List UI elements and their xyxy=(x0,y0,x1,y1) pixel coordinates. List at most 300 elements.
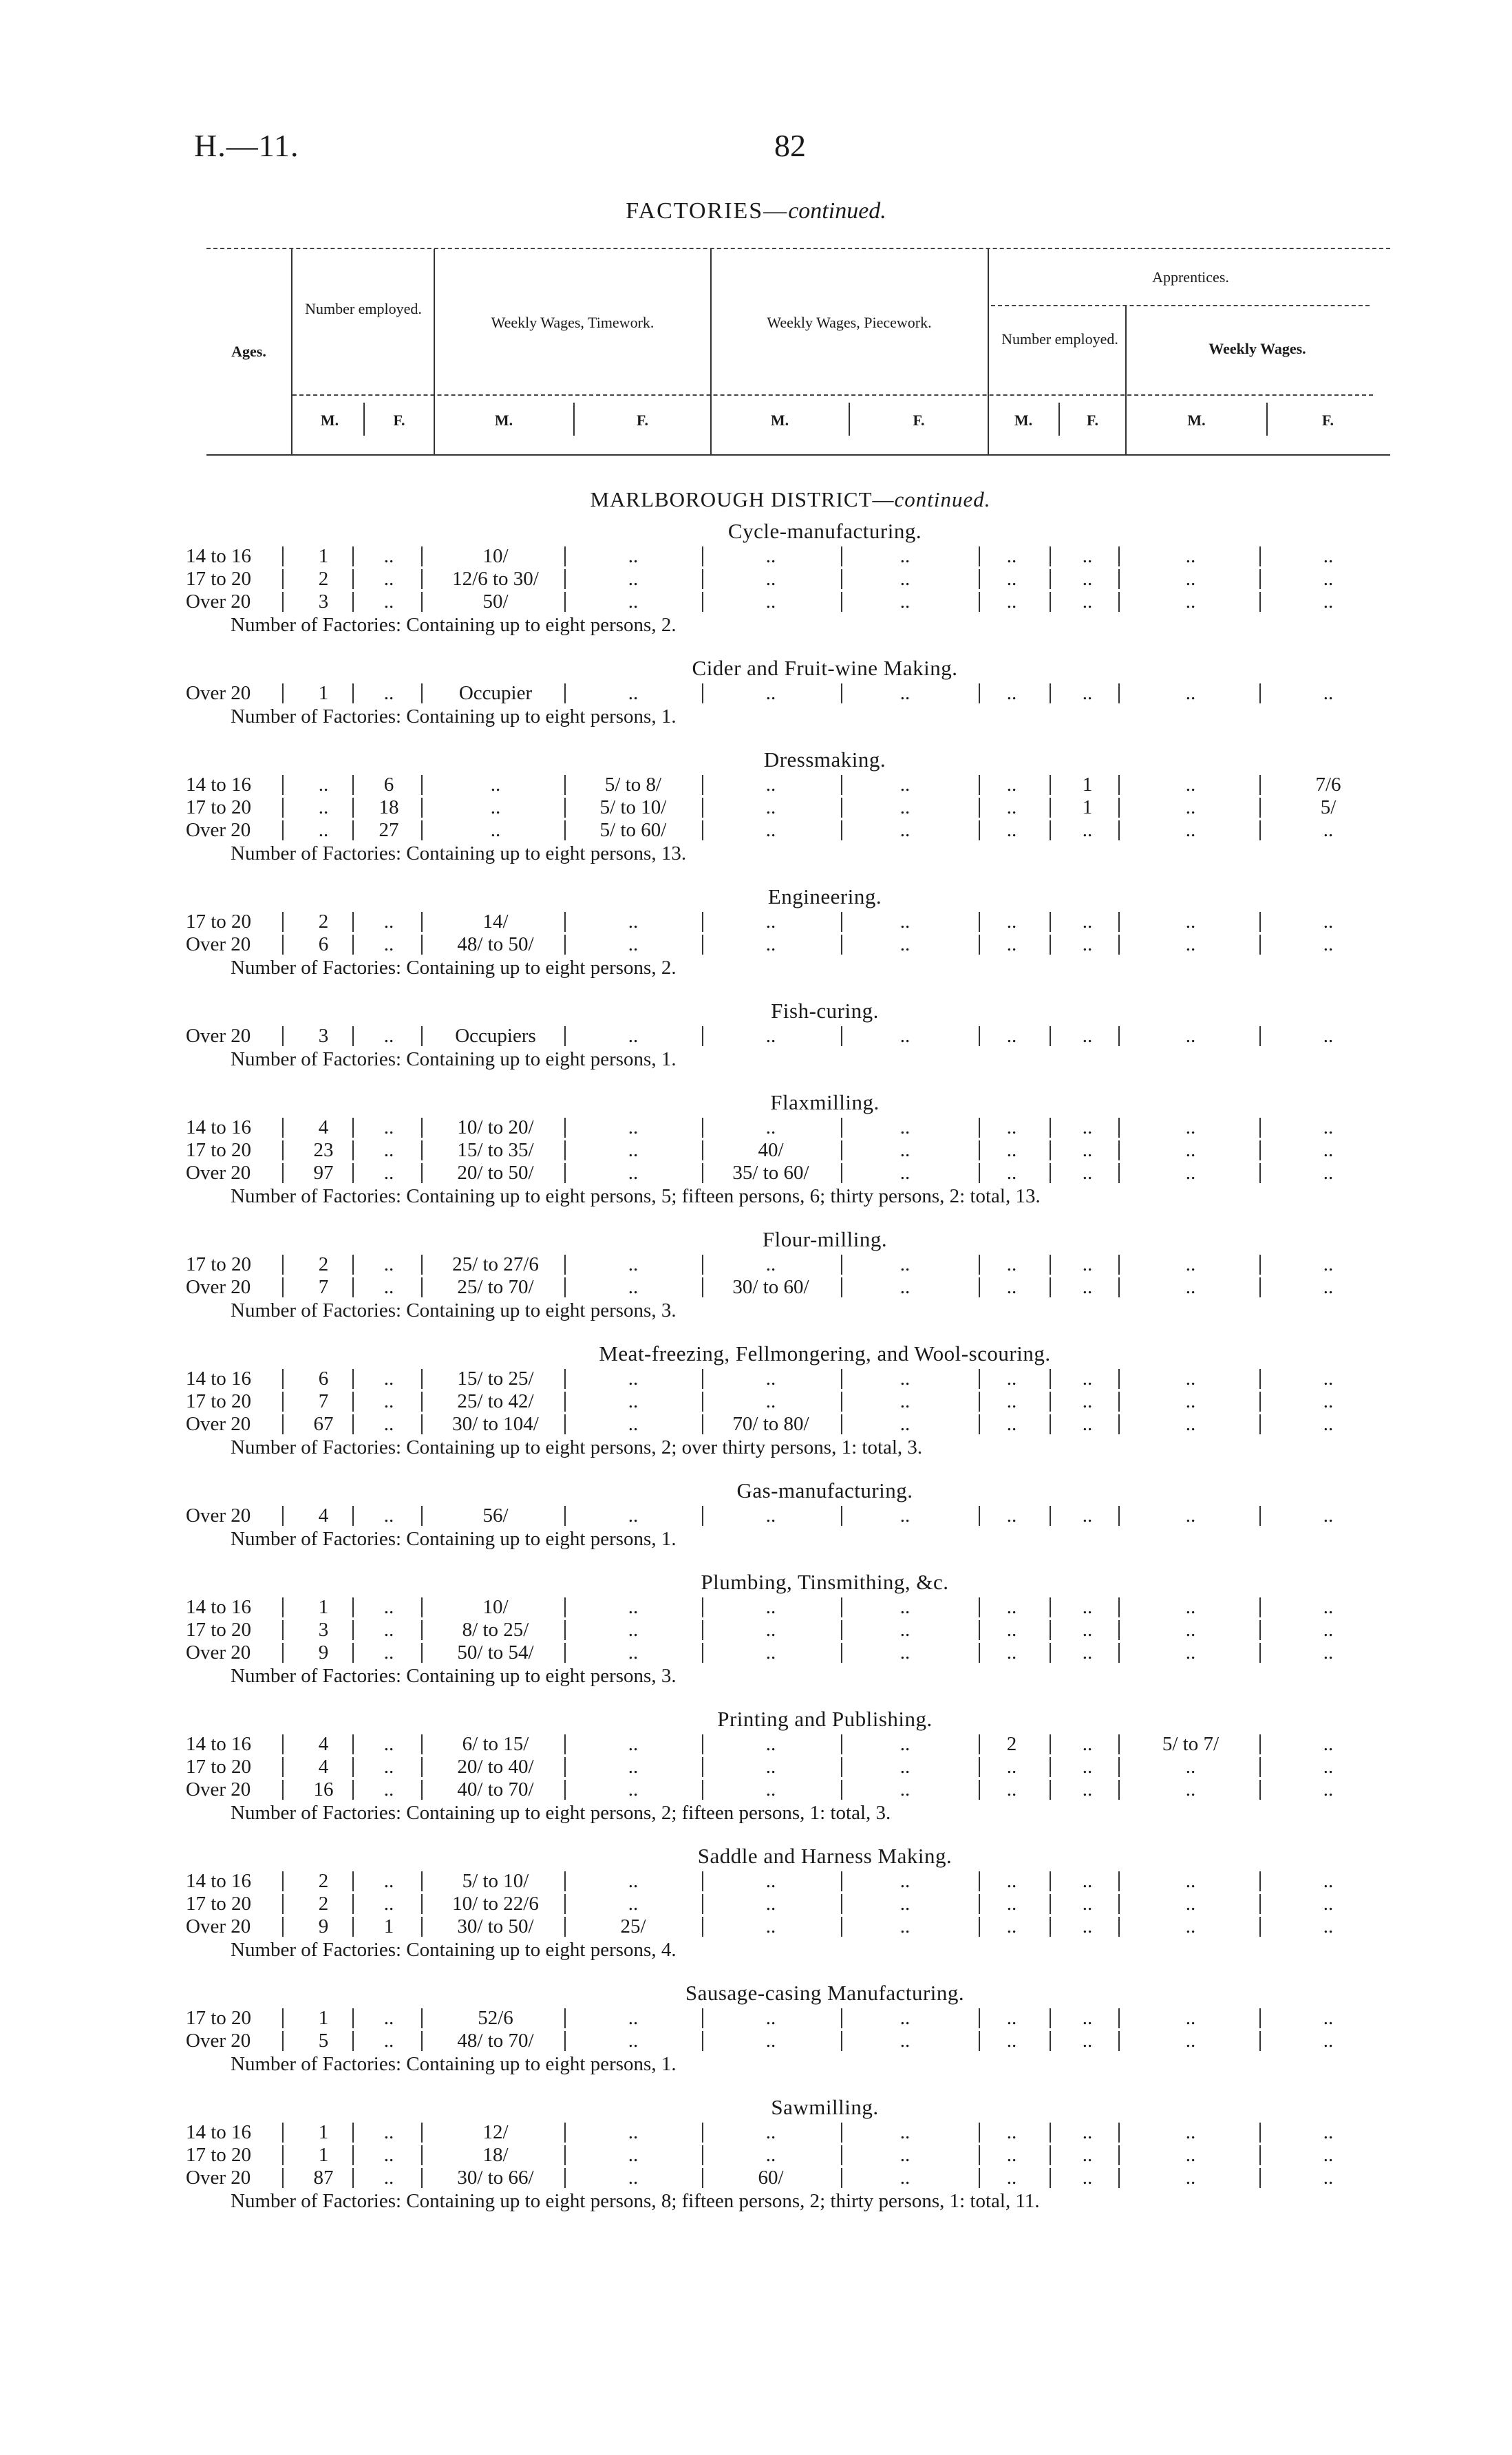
table-row xyxy=(0,933,1512,956)
apprentice-wage-f-cell: .. xyxy=(1323,545,1334,567)
employed-m-cell: 4 xyxy=(318,1116,329,1138)
column-rule xyxy=(421,912,423,932)
piecework-f-cell: .. xyxy=(899,774,911,796)
column-rule xyxy=(282,1140,284,1160)
piecework-f-cell: .. xyxy=(899,819,911,841)
apprentice-f-cell: .. xyxy=(1082,682,1093,704)
timework-f-cell: .. xyxy=(628,1505,639,1527)
timework-m-cell: 48/ to 70/ xyxy=(457,2030,534,2052)
piecework-f-cell: .. xyxy=(899,2167,911,2189)
apprentice-wage-m-cell: .. xyxy=(1185,2121,1196,2143)
column-rule xyxy=(1050,1917,1051,1937)
column-rule xyxy=(352,1118,354,1138)
column-rule xyxy=(979,820,980,840)
column-rule xyxy=(979,2123,980,2143)
apprentice-wage-f-cell: .. xyxy=(1323,1733,1334,1755)
age-cell: Over 20 xyxy=(186,933,251,955)
column-rule xyxy=(352,1597,354,1617)
piecework-m-cell: .. xyxy=(765,1870,776,1892)
column-rule xyxy=(1259,1163,1261,1183)
column-rule xyxy=(352,1163,354,1183)
column-rule xyxy=(1259,1757,1261,1777)
factories-note: Number of Factories: Containing up to eight persons, 5; fifteen persons, 6; thirty persons, 2: total, 13. xyxy=(231,1185,1041,1207)
column-rule xyxy=(979,569,980,589)
column-rule xyxy=(282,1780,284,1800)
factories-note: Number of Factories: Containing up to eight persons, 13. xyxy=(231,842,687,864)
table-row xyxy=(0,1505,1512,1527)
piecework-m-cell: .. xyxy=(765,1893,776,1915)
timework-m-cell: 20/ to 40/ xyxy=(457,1756,534,1778)
timework-f-cell: .. xyxy=(628,1596,639,1618)
apprentice-wage-m-cell: .. xyxy=(1185,933,1196,955)
industry-section xyxy=(0,518,1512,655)
employed-f-cell: .. xyxy=(383,1505,394,1527)
col-apprentice-number: Number employed. xyxy=(1001,330,1118,348)
column-rule xyxy=(1050,2168,1051,2188)
employed-f-cell: 1 xyxy=(383,1915,394,1937)
piecework-m-cell: .. xyxy=(765,1915,776,1937)
employed-m-cell: 2 xyxy=(318,1893,329,1915)
apprentice-wage-m-cell: .. xyxy=(1185,774,1196,796)
column-rule xyxy=(352,1894,354,1914)
timework-f-cell: 5/ to 8/ xyxy=(604,774,662,796)
age-cell: Over 20 xyxy=(186,1276,251,1298)
table-body xyxy=(0,482,1512,2231)
column-rule xyxy=(1050,1894,1051,1914)
column-rule xyxy=(1259,546,1261,566)
timework-m-cell: 15/ to 35/ xyxy=(457,1139,534,1161)
piecework-f-cell: .. xyxy=(899,1756,911,1778)
employed-f-cell: .. xyxy=(383,1162,394,1184)
table-row xyxy=(0,774,1512,796)
column-rule xyxy=(979,2008,980,2028)
employed-f-cell: .. xyxy=(383,1756,394,1778)
apprentice-f-cell: .. xyxy=(1082,1619,1093,1641)
employed-m-cell: 3 xyxy=(318,1619,329,1641)
column-rule xyxy=(282,1871,284,1891)
employed-m-cell: 4 xyxy=(318,1505,329,1527)
column-rule xyxy=(1050,592,1051,612)
apprentice-wage-f-cell: .. xyxy=(1323,1162,1334,1184)
industry-title: Cycle-manufacturing. xyxy=(727,519,922,543)
timework-m-cell: 52/6 xyxy=(478,2007,513,2029)
age-cell: 17 to 20 xyxy=(186,1390,252,1412)
apprentice-f-cell: .. xyxy=(1082,1915,1093,1937)
apprentice-f-cell: .. xyxy=(1082,1139,1093,1161)
col-weekly-timework: Weekly Wages, Timework. xyxy=(491,314,654,331)
column-rule xyxy=(1259,2031,1261,2051)
column-rule xyxy=(1050,1277,1051,1297)
apprentice-wage-m-cell: .. xyxy=(1185,1596,1196,1618)
piecework-m-cell: .. xyxy=(765,2030,776,2052)
industry-section xyxy=(0,1340,1512,1477)
table-row xyxy=(0,1162,1512,1184)
column-rule xyxy=(421,592,423,612)
piecework-f-cell: .. xyxy=(899,1641,911,1664)
employed-f-cell: .. xyxy=(383,1870,394,1892)
employed-m-cell: .. xyxy=(318,796,329,818)
apprentice-m-cell: .. xyxy=(1006,2167,1017,2189)
age-cell: Over 20 xyxy=(186,1413,251,1435)
col-m: M. xyxy=(770,412,789,429)
apprentice-f-cell: .. xyxy=(1082,1162,1093,1184)
age-cell: Over 20 xyxy=(186,2167,251,2189)
page-number: 82 xyxy=(774,128,806,163)
piecework-m-cell: .. xyxy=(765,2007,776,2029)
table-row xyxy=(0,1778,1512,1801)
table-row xyxy=(0,591,1512,613)
apprentice-wage-f-cell: .. xyxy=(1323,911,1334,933)
apprentice-wage-m-cell: .. xyxy=(1185,591,1196,613)
column-rule xyxy=(1259,798,1261,818)
table-row xyxy=(0,682,1512,705)
piecework-m-cell: .. xyxy=(765,1368,776,1390)
apprentice-f-cell: .. xyxy=(1082,1778,1093,1800)
employed-m-cell: 4 xyxy=(318,1733,329,1755)
column-rule xyxy=(979,1026,980,1046)
column-rule xyxy=(421,1026,423,1046)
apprentice-wage-f-cell: .. xyxy=(1323,1413,1334,1435)
table-row xyxy=(0,1139,1512,1162)
timework-f-cell: .. xyxy=(628,2030,639,2052)
timework-f-cell: .. xyxy=(628,933,639,955)
timework-f-cell: .. xyxy=(628,1778,639,1800)
column-rule xyxy=(1050,1369,1051,1389)
column-rule xyxy=(1050,798,1051,818)
apprentice-f-cell: .. xyxy=(1082,1368,1093,1390)
employed-m-cell: 1 xyxy=(318,2144,329,2166)
apprentice-f-cell: .. xyxy=(1082,819,1093,841)
apprentice-m-cell: .. xyxy=(1006,2144,1017,2166)
employed-m-cell: 9 xyxy=(318,1641,329,1664)
timework-f-cell: .. xyxy=(628,568,639,590)
column-rule xyxy=(1259,1414,1261,1434)
column-rule xyxy=(421,2031,423,2051)
title-continued: continued. xyxy=(788,198,886,224)
column-rule xyxy=(282,1392,284,1412)
piecework-m-cell: .. xyxy=(765,1619,776,1641)
industry-section xyxy=(0,1569,1512,1705)
apprentice-f-cell: .. xyxy=(1082,1116,1093,1138)
timework-f-cell: .. xyxy=(628,1162,639,1184)
timework-m-cell: 25/ to 70/ xyxy=(457,1276,534,1298)
piecework-f-cell: .. xyxy=(899,1253,911,1275)
apprentice-f-cell: .. xyxy=(1082,933,1093,955)
column-rule xyxy=(979,1118,980,1138)
age-cell: 17 to 20 xyxy=(186,1253,252,1275)
section-spacer xyxy=(0,2213,1512,2231)
table-row xyxy=(0,1253,1512,1276)
apprentice-m-cell: .. xyxy=(1006,1619,1017,1641)
apprentice-m-cell: .. xyxy=(1006,933,1017,955)
timework-f-cell: .. xyxy=(628,2121,639,2143)
column-rule xyxy=(979,1894,980,1914)
employed-f-cell: 27 xyxy=(379,819,399,841)
column-rule xyxy=(282,912,284,932)
column-rule xyxy=(421,1118,423,1138)
apprentice-f-cell: .. xyxy=(1082,1733,1093,1755)
industry-title: Meat-freezing, Fellmongering, and Wool-scouring. xyxy=(599,1341,1051,1365)
timework-f-cell: .. xyxy=(628,1139,639,1161)
apprentice-m-cell: 2 xyxy=(1006,1733,1017,1755)
employed-f-cell: .. xyxy=(383,1641,394,1664)
apprentice-wage-f-cell: .. xyxy=(1323,568,1334,590)
column-rule xyxy=(421,1734,423,1754)
timework-m-cell: 25/ to 27/6 xyxy=(452,1253,539,1275)
timework-m-cell: .. xyxy=(490,774,501,796)
column-rule xyxy=(1259,592,1261,612)
apprentice-f-cell: .. xyxy=(1082,1893,1093,1915)
factories-note: Number of Factories: Containing up to eight persons, 4. xyxy=(231,1939,677,1961)
piecework-m-cell: .. xyxy=(765,682,776,704)
column-rule xyxy=(1259,2168,1261,2188)
section-spacer xyxy=(0,1071,1512,1089)
column-rule xyxy=(282,1620,284,1640)
timework-f-cell: .. xyxy=(628,2144,639,2166)
column-rule xyxy=(1259,1392,1261,1412)
apprentice-f-cell: .. xyxy=(1082,2030,1093,2052)
apprentice-wage-m-cell: .. xyxy=(1185,911,1196,933)
column-rule xyxy=(352,912,354,932)
column-rule xyxy=(1050,1163,1051,1183)
apprentice-wage-m-cell: .. xyxy=(1185,1641,1196,1664)
column-rule xyxy=(1259,1643,1261,1663)
table-row xyxy=(0,1596,1512,1619)
employed-m-cell: 97 xyxy=(313,1162,334,1184)
column-rule xyxy=(282,569,284,589)
column-rule xyxy=(1050,935,1051,955)
apprentice-wage-m-cell: .. xyxy=(1185,1276,1196,1298)
apprentice-m-cell: .. xyxy=(1006,911,1017,933)
industry-title: Engineering. xyxy=(767,884,882,908)
column-rule xyxy=(352,2031,354,2051)
apprentice-m-cell: .. xyxy=(1006,1596,1017,1618)
page-title xyxy=(0,198,1512,224)
apprentice-wage-f-cell: .. xyxy=(1323,1390,1334,1412)
column-rule xyxy=(421,1392,423,1412)
section-spacer xyxy=(0,637,1512,655)
employed-f-cell: .. xyxy=(383,911,394,933)
timework-f-cell: .. xyxy=(628,1253,639,1275)
section-spacer xyxy=(0,728,1512,746)
piecework-f-cell: .. xyxy=(899,1915,911,1937)
column-rule xyxy=(282,775,284,795)
timework-f-cell: .. xyxy=(628,1276,639,1298)
column-rule xyxy=(1259,569,1261,589)
column-rule xyxy=(1259,1118,1261,1138)
industry-title: Printing and Publishing. xyxy=(717,1707,933,1731)
section-spacer xyxy=(0,1551,1512,1569)
table-row xyxy=(0,1025,1512,1048)
apprentice-wage-f-cell: .. xyxy=(1323,1641,1334,1664)
piecework-m-cell: .. xyxy=(765,1116,776,1138)
timework-m-cell: 10/ to 20/ xyxy=(457,1116,534,1138)
piecework-f-cell: .. xyxy=(899,1619,911,1641)
column-rule xyxy=(282,1506,284,1526)
employed-f-cell: .. xyxy=(383,682,394,704)
factories-note: Number of Factories: Containing up to eight persons, 1. xyxy=(231,2053,677,2075)
industry-section xyxy=(0,1842,1512,1979)
apprentice-wage-m-cell: .. xyxy=(1185,1025,1196,1047)
column-rule xyxy=(352,1277,354,1297)
timework-m-cell: 40/ to 70/ xyxy=(457,1778,534,1800)
apprentice-f-cell: .. xyxy=(1082,591,1093,613)
section-spacer xyxy=(0,1459,1512,1477)
column-rule xyxy=(979,1757,980,1777)
apprentice-m-cell: .. xyxy=(1006,1116,1017,1138)
column-rule xyxy=(1050,2145,1051,2165)
piecework-f-cell: .. xyxy=(899,568,911,590)
industry-title: Gas-manufacturing. xyxy=(736,1478,913,1502)
table-row xyxy=(0,568,1512,591)
column-rule xyxy=(282,2145,284,2165)
table-row xyxy=(0,1915,1512,1938)
column-rule xyxy=(352,2123,354,2143)
column-rule xyxy=(421,683,423,703)
apprentice-f-cell: .. xyxy=(1082,545,1093,567)
piecework-m-cell: 70/ to 80/ xyxy=(732,1413,809,1435)
column-rule xyxy=(282,1118,284,1138)
column-rule xyxy=(1050,1757,1051,1777)
column-rule xyxy=(352,592,354,612)
timework-m-cell: 14/ xyxy=(482,911,509,933)
apprentice-wage-f-cell: .. xyxy=(1323,1276,1334,1298)
column-rule xyxy=(282,546,284,566)
apprentice-wage-f-cell: .. xyxy=(1323,682,1334,704)
apprentice-m-cell: .. xyxy=(1006,1390,1017,1412)
piecework-f-cell: .. xyxy=(899,1733,911,1755)
column-rule xyxy=(282,1414,284,1434)
apprentice-m-cell: .. xyxy=(1006,2007,1017,2029)
column-rule xyxy=(1050,1392,1051,1412)
column-rule xyxy=(421,1757,423,1777)
apprentice-wage-f-cell: 7/6 xyxy=(1315,774,1341,796)
piecework-f-cell: .. xyxy=(899,1893,911,1915)
employed-m-cell: 3 xyxy=(318,591,329,613)
header-rule-apprentices xyxy=(991,305,1370,306)
column-rule xyxy=(1050,546,1051,566)
timework-m-cell: 48/ to 50/ xyxy=(457,933,534,955)
col-number-employed: Number employed. xyxy=(305,300,422,317)
timework-m-cell: Occupiers xyxy=(455,1025,536,1047)
col-f: F. xyxy=(913,412,925,429)
column-rule xyxy=(352,683,354,703)
employed-m-cell: 9 xyxy=(318,1915,329,1937)
age-cell: Over 20 xyxy=(186,1162,251,1184)
apprentice-f-cell: .. xyxy=(1082,1025,1093,1047)
piecework-m-cell: .. xyxy=(765,591,776,613)
timework-m-cell: 12/ xyxy=(482,2121,509,2143)
column-rule xyxy=(1050,1597,1051,1617)
column-rule xyxy=(979,912,980,932)
piecework-m-cell: .. xyxy=(765,1641,776,1664)
section-spacer xyxy=(0,2076,1512,2094)
piecework-f-cell: .. xyxy=(899,1368,911,1390)
column-rule xyxy=(282,2031,284,2051)
employed-m-cell: .. xyxy=(318,774,329,796)
column-rule xyxy=(1259,2008,1261,2028)
piecework-f-cell: .. xyxy=(899,796,911,818)
column-rule xyxy=(421,1643,423,1663)
timework-f-cell: .. xyxy=(628,1368,639,1390)
age-cell: 17 to 20 xyxy=(186,796,252,818)
apprentice-f-cell: .. xyxy=(1082,2144,1093,2166)
column-rule xyxy=(1050,1780,1051,1800)
column-rule xyxy=(282,1163,284,1183)
column-rule xyxy=(282,2123,284,2143)
apprentice-wage-f-cell: .. xyxy=(1323,1368,1334,1390)
age-cell: 14 to 16 xyxy=(186,1596,252,1618)
apprentice-m-cell: .. xyxy=(1006,591,1017,613)
section-spacer xyxy=(0,1208,1512,1226)
column-rule xyxy=(979,1255,980,1275)
age-cell: Over 20 xyxy=(186,1915,251,1937)
column-rule xyxy=(979,1369,980,1389)
piecework-m-cell: .. xyxy=(765,1253,776,1275)
column-rule xyxy=(1259,1917,1261,1937)
piecework-f-cell: .. xyxy=(899,1413,911,1435)
apprentice-f-cell: .. xyxy=(1082,1390,1093,1412)
timework-m-cell: 50/ xyxy=(482,591,509,613)
column-rule xyxy=(1050,1026,1051,1046)
employed-m-cell: 67 xyxy=(313,1413,334,1435)
piecework-f-cell: .. xyxy=(899,2144,911,2166)
column-rule xyxy=(352,1620,354,1640)
table-row xyxy=(0,911,1512,933)
column-rule xyxy=(282,1757,284,1777)
age-cell: Over 20 xyxy=(186,1505,251,1527)
industry-section xyxy=(0,746,1512,883)
factories-note: Number of Factories: Containing up to eight persons, 3. xyxy=(231,1299,677,1321)
column-rule xyxy=(421,2123,423,2143)
piecework-f-cell: .. xyxy=(899,2007,911,2029)
column-rule xyxy=(979,2031,980,2051)
apprentice-wage-m-cell: .. xyxy=(1185,1413,1196,1435)
timework-f-cell: .. xyxy=(628,682,639,704)
table-row xyxy=(0,1619,1512,1641)
employed-f-cell: .. xyxy=(383,2007,394,2029)
col-f: F. xyxy=(1322,412,1334,429)
table-row xyxy=(0,1390,1512,1413)
header-rule-bottom xyxy=(206,454,1390,456)
col-apprentices: Apprentices. xyxy=(1152,268,1229,286)
table-row xyxy=(0,1641,1512,1664)
header-rule-top xyxy=(206,248,1390,249)
piecework-m-cell: .. xyxy=(765,1733,776,1755)
column-rule xyxy=(1050,1140,1051,1160)
apprentice-wage-f-cell: .. xyxy=(1323,1870,1334,1892)
apprentice-m-cell: .. xyxy=(1006,568,1017,590)
timework-f-cell: .. xyxy=(628,2167,639,2189)
piecework-f-cell: .. xyxy=(899,1116,911,1138)
employed-f-cell: .. xyxy=(383,591,394,613)
piecework-f-cell: .. xyxy=(899,1596,911,1618)
employed-m-cell: 1 xyxy=(318,2007,329,2029)
column-rule xyxy=(1259,912,1261,932)
timework-m-cell: .. xyxy=(490,796,501,818)
employed-f-cell: .. xyxy=(383,1778,394,1800)
apprentice-wage-m-cell: .. xyxy=(1185,1756,1196,1778)
apprentice-wage-m-cell: .. xyxy=(1185,1893,1196,1915)
section-spacer xyxy=(0,1825,1512,1842)
apprentice-wage-m-cell: .. xyxy=(1185,1162,1196,1184)
employed-m-cell: 2 xyxy=(318,1870,329,1892)
column-rule xyxy=(421,1140,423,1160)
piecework-f-cell: .. xyxy=(899,933,911,955)
apprentice-m-cell: .. xyxy=(1006,819,1017,841)
employed-f-cell: .. xyxy=(383,1596,394,1618)
factories-note: Number of Factories: Containing up to eight persons, 2. xyxy=(231,614,677,636)
